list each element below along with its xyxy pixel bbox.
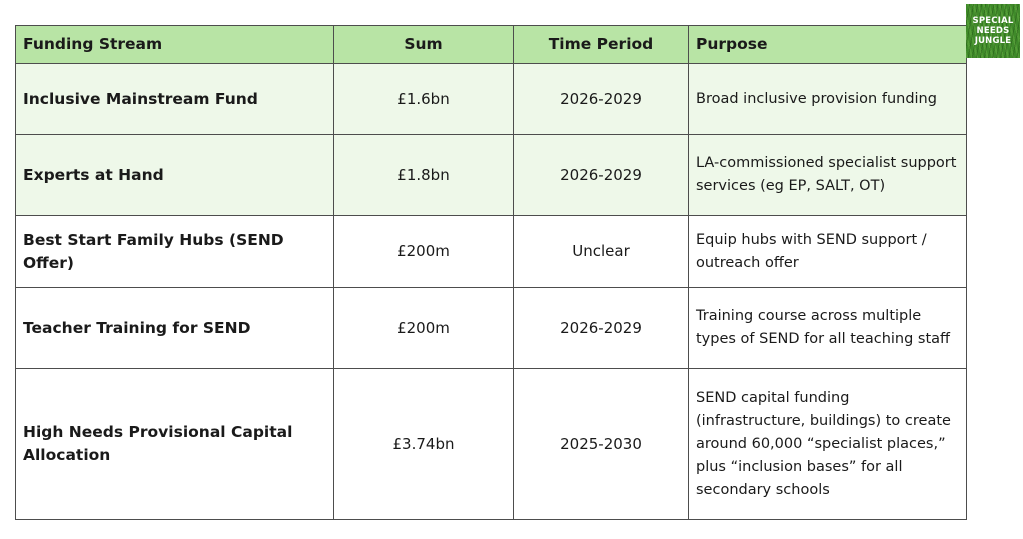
cell-sum: £1.8bn bbox=[334, 135, 514, 216]
header-purpose: Purpose bbox=[689, 26, 967, 64]
table-row bbox=[16, 288, 967, 369]
cell-time-period: 2026-2029 bbox=[514, 135, 689, 216]
table-header-row bbox=[16, 26, 967, 64]
table-row bbox=[16, 64, 967, 135]
funding-table bbox=[15, 25, 967, 520]
cell-funding-stream: Inclusive Mainstream Fund bbox=[16, 64, 334, 135]
cell-time-period: 2026-2029 bbox=[514, 288, 689, 369]
cell-funding-stream: Best Start Family Hubs (SEND Offer) bbox=[16, 216, 334, 288]
cell-funding-stream: High Needs Provisional Capital Allocation bbox=[16, 369, 334, 520]
table-row bbox=[16, 216, 967, 288]
header-time-period: Time Period bbox=[514, 26, 689, 64]
cell-sum: £1.6bn bbox=[334, 64, 514, 135]
cell-funding-stream: Experts at Hand bbox=[16, 135, 334, 216]
cell-purpose: Training course across multiple types of SEND for all teaching staff bbox=[689, 288, 967, 369]
special-needs-jungle-logo bbox=[966, 4, 1020, 58]
cell-time-period: 2025-2030 bbox=[514, 369, 689, 520]
cell-purpose: SEND capital funding (infrastructure, buildings) to create around 60,000 “specialist places,” plus “inclusion bases” for all secondary schools bbox=[689, 369, 967, 520]
cell-time-period: 2026-2029 bbox=[514, 64, 689, 135]
table-row bbox=[16, 135, 967, 216]
cell-purpose: Equip hubs with SEND support / outreach offer bbox=[689, 216, 967, 288]
table-row bbox=[16, 369, 967, 520]
logo-line-3: JUNGLE bbox=[974, 36, 1012, 46]
cell-sum: £200m bbox=[334, 288, 514, 369]
cell-sum: £200m bbox=[334, 216, 514, 288]
cell-time-period: Unclear bbox=[514, 216, 689, 288]
logo-line-2: NEEDS bbox=[976, 26, 1010, 36]
cell-funding-stream: Teacher Training for SEND bbox=[16, 288, 334, 369]
header-sum: Sum bbox=[334, 26, 514, 64]
logo-line-1: SPECIAL bbox=[972, 16, 1014, 26]
header-funding-stream: Funding Stream bbox=[16, 26, 334, 64]
cell-sum: £3.74bn bbox=[334, 369, 514, 520]
cell-purpose: LA-commissioned specialist support services (eg EP, SALT, OT) bbox=[689, 135, 967, 216]
cell-purpose: Broad inclusive provision funding bbox=[689, 64, 967, 135]
